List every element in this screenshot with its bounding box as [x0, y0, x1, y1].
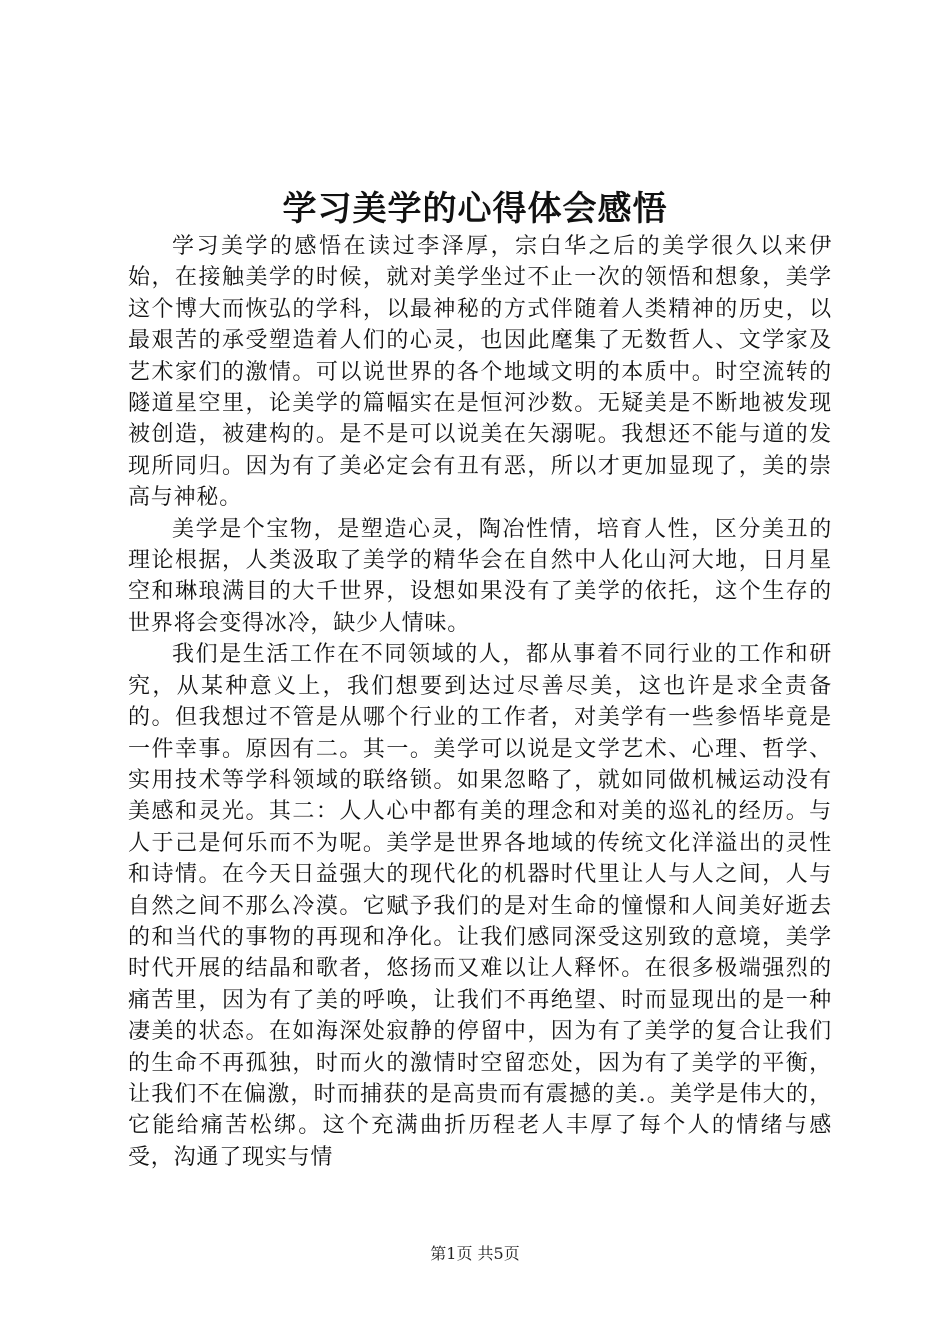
- paragraph: 学习美学的感悟在读过李泽厚，宗白华之后的美学很久以来伊始，在接触美学的时候，就对美学坐过不止一次的领悟和想象，美学这个博大而恢弘的学科，以最神秘的方式伴随着人类精神的历史，以最艰苦的承受塑造着人们的心灵，也因此麾集了无数哲人、文学家及艺术家们的激情。可以说世界的各个地域文明的本质中。时空流转的隧道星空里，论美学的篇幅实在是恒河沙数。无疑美是不断地被发现被创造，被建构的。是不是可以说美在矢溺呢。我想还不能与道的发现所同归。因为有了美必定会有丑有恶，所以才更加显现了，美的崇高与神秘。: [128, 234, 832, 511]
- document-body: [128, 231, 832, 1173]
- document-title: 学习美学的心得体会感悟: [282, 189, 668, 229]
- paragraph: 我们是生活工作在不同领域的人，都从事着不同行业的工作和研究，从某种意义上，我们想要到达过尽善尽美，这也许是求全责备的。但我想过不管是从哪个行业的工作者，对美学有一些参悟毕竟是一件幸事。原因有二。其一。美学可以说是文学艺术、心理、哲学、实用技术等学科领域的联络锁。如果忽略了，就如同做机械运动没有美感和灵光。其二：人人心中都有美的理念和对美的巡礼的经历。与人于己是何乐而不为呢。美学是世界各地域的传统文化洋溢出的灵性和诗情。在今天日益强大的现代化的机器时代里让人与人之间，人与自然之间不那么冷漠。它赋予我们的是对生命的憧憬和人间美好逝去的和当代的事物的再现和净化。让我们感同深受这别致的意境，美学时代开展的结晶和歌者，悠扬而又难以让人释怀。在很多极端强烈的痛苦里，因为有了美的呼唤，让我们不再绝望、时而显现出的是一种凄美的状态。在如海深处寂静的停留中，因为有了美学的复合让我们的生命不再孤独，时而火的激情时空留恋处，因为有了美学的平衡，让我们不在偏激，时而捕获的是高贵而有震撼的美.。美学是伟大的，它能给痛苦松绑。这个充满曲折历程老人丰厚了每个人的情绪与感受，沟通了现实与情: [128, 642, 832, 1170]
- paragraph: 美学是个宝物，是塑造心灵，陶冶性情，培育人性，区分美丑的理论根据，人类汲取了美学的精华会在自然中人化山河大地，日月星空和琳琅满目的大千世界，设想如果没有了美学的依托，这个生存的世界将会变得冰冷，缺少人情味。: [128, 516, 832, 636]
- page-number-footer: 第1页 共5页: [430, 1244, 520, 1263]
